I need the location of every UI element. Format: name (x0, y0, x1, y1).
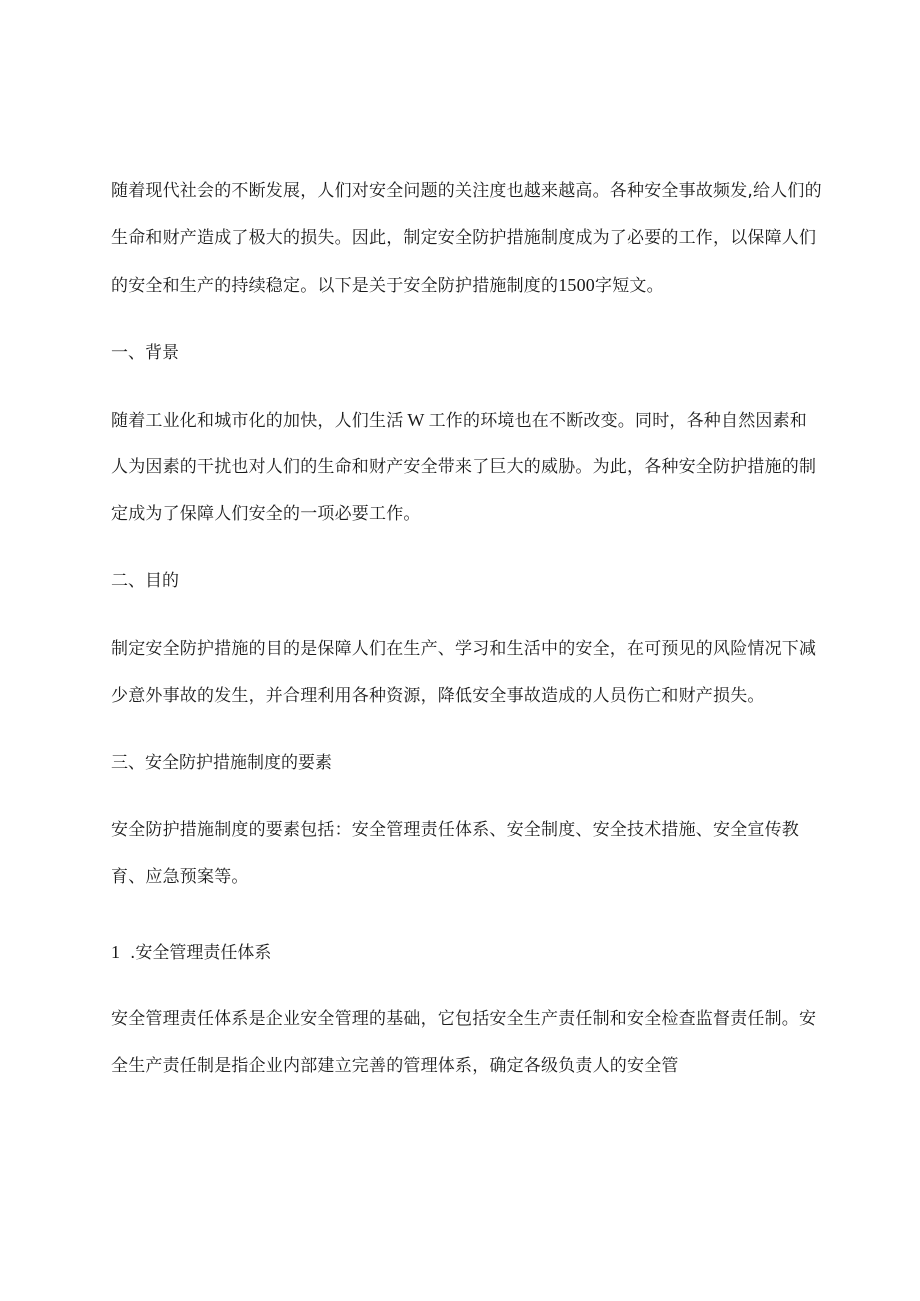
section-heading-elements: 三、安全防护措施制度的要素 (111, 753, 332, 773)
subsection-number: 1 (111, 942, 120, 962)
purpose-line-2: 少意外事故的发生，并合理利用各种资源，降低安全事故造成的人员伤亡和财产损失。 (111, 686, 765, 706)
intro-paragraph (111, 173, 821, 303)
background-paragraph (111, 402, 821, 532)
background-line-2: 人为因素的干扰也对人们的生命和财产安全带来了巨大的威胁。为此，各种安全防护措施的制 (111, 457, 817, 477)
elements-line-1: 安全防护措施制度的要素包括：安全管理责任体系、安全制度、安全技术措施、安全宣传教 (111, 820, 799, 840)
intro-word-count: 1500 (558, 275, 596, 295)
elements-line-2: 育、应急预案等。 (111, 867, 249, 887)
purpose-paragraph (111, 631, 821, 714)
background-line-3: 定成为了保障人们安全的一项必要工作。 (111, 504, 421, 524)
intro-line-3 (111, 267, 821, 303)
intro-line-2: 生命和财产造成了极大的损失。因此，制定安全防护措施制度成为了必要的工作，以保障人们 (111, 228, 817, 248)
section-heading-purpose: 二、目的 (111, 571, 179, 591)
responsibility-line-2: 全生产责任制是指企业内部建立完善的管理体系，确定各级负责人的安全管 (111, 1056, 679, 1076)
subsection-heading-responsibility (111, 934, 271, 971)
responsibility-line-1: 安全管理责任体系是企业安全管理的基础，它包括安全生产责任制和安全检查监督责任制。安 (111, 1009, 817, 1029)
background-line-1-tail: 工作的环境也在不断改变。同时，各种自然因素和 (428, 411, 808, 431)
section-heading-background: 一、背景 (111, 343, 179, 363)
intro-line-1: 随着现代社会的不断发展，人们对安全问题的关注度也越来越高。各种安全事故频发,给人们的 (111, 181, 822, 201)
intro-line-3-text: 的安全和生产的持续稳定。以下是关于安全防护措施制度的 (111, 276, 559, 296)
background-letter: W (407, 410, 425, 430)
intro-line-3-tail: 字短文。 (595, 276, 664, 296)
background-line-1-head: 随着工业化和城市化的加快，人们生活 (111, 411, 404, 431)
responsibility-paragraph (111, 1001, 821, 1084)
subsection-title: .安全管理责任体系 (130, 943, 272, 963)
background-line-1 (111, 402, 821, 438)
elements-paragraph (111, 812, 821, 895)
purpose-line-1: 制定安全防护措施的目的是保障人们在生产、学习和生活中的安全，在可预见的风险情况下减 (111, 639, 817, 659)
